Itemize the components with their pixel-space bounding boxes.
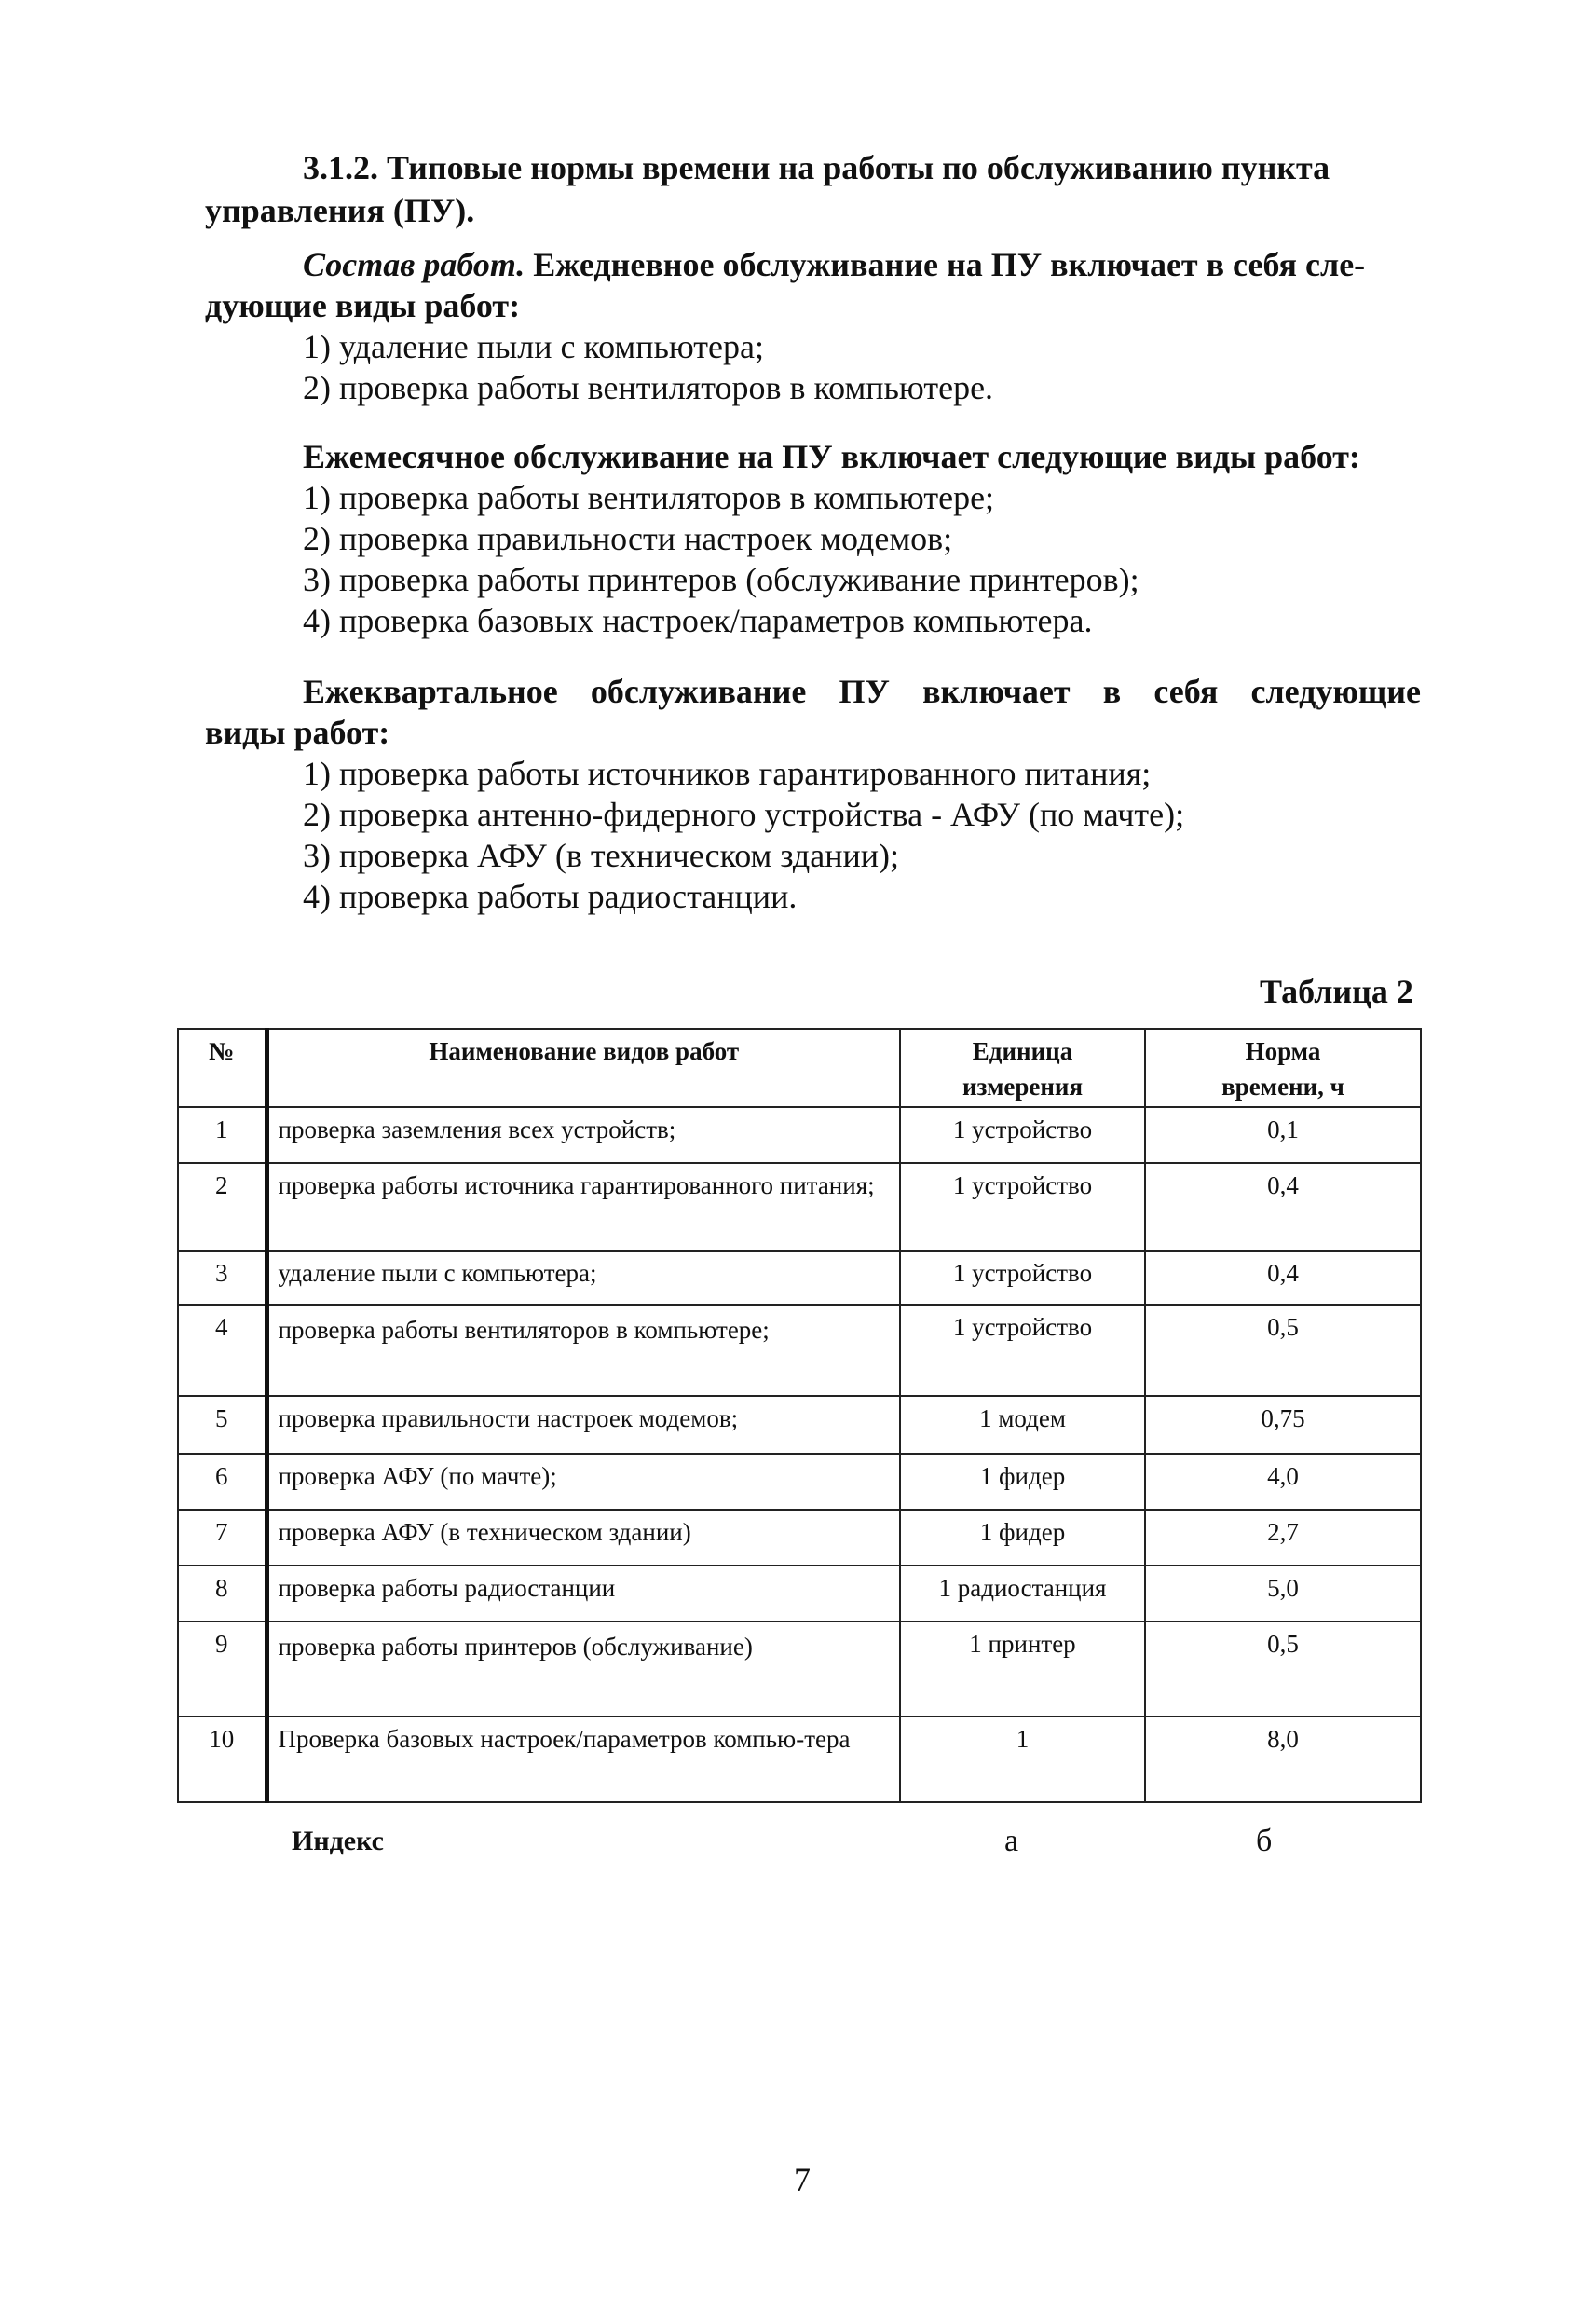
row-unit: 1 устройство	[900, 1305, 1145, 1396]
row-norm: 0,4	[1145, 1251, 1421, 1305]
row-num: 2	[178, 1163, 266, 1251]
row-num: 3	[178, 1251, 266, 1305]
composition-line1	[303, 244, 1365, 285]
row-num: 5	[178, 1396, 266, 1454]
row-norm: 0,5	[1145, 1305, 1421, 1396]
row-num: 8	[178, 1566, 266, 1621]
row-unit: 1 фидер	[900, 1454, 1145, 1510]
table-row	[178, 1566, 1421, 1621]
index-label: Индекс	[292, 1826, 384, 1856]
section-heading-line2: управления (ПУ).	[205, 192, 475, 229]
row-norm: 0,75	[1145, 1396, 1421, 1454]
row-num: 1	[178, 1107, 266, 1163]
row-num: 6	[178, 1454, 266, 1510]
header-unit-line2: измерения	[962, 1073, 1084, 1101]
row-norm: 0,4	[1145, 1163, 1421, 1251]
row-unit: 1 модем	[900, 1396, 1145, 1454]
quarterly-item-2: 2) проверка антенно-фидерного устройства - АФУ (по мачте);	[303, 796, 1185, 833]
monthly-item-1: 1) проверка работы вентиляторов в компьютере;	[303, 479, 995, 516]
row-unit: 1 радиостанция	[900, 1566, 1145, 1621]
row-name: проверка работы принтеров (обслуживание)	[266, 1621, 900, 1717]
header-norm	[1145, 1029, 1421, 1107]
monthly-item-3: 3) проверка работы принтеров (обслуживание принтеров);	[303, 561, 1139, 598]
header-unit-line1: Единица	[972, 1037, 1073, 1065]
table-header-row	[178, 1029, 1421, 1107]
row-norm: 4,0	[1145, 1454, 1421, 1510]
table-caption: Таблица 2	[1260, 973, 1413, 1010]
composition-line1-rest: Ежедневное обслуживание на ПУ включает в себя сле-	[533, 246, 1366, 283]
row-num: 4	[178, 1305, 266, 1396]
row-num: 10	[178, 1717, 266, 1802]
row-norm: 2,7	[1145, 1510, 1421, 1566]
header-num: №	[178, 1029, 266, 1107]
header-name: Наименование видов работ	[266, 1029, 900, 1107]
row-name: проверка правильности настроек модемов;	[266, 1396, 900, 1454]
header-norm-line1: Норма	[1245, 1037, 1321, 1065]
table-row	[178, 1107, 1421, 1163]
table-row	[178, 1454, 1421, 1510]
table-row	[178, 1305, 1421, 1396]
row-unit: 1 устройство	[900, 1107, 1145, 1163]
row-unit: 1	[900, 1717, 1145, 1802]
table-row	[178, 1163, 1421, 1251]
table-row	[178, 1621, 1421, 1717]
daily-item-2: 2) проверка работы вентиляторов в компьютере.	[303, 369, 994, 406]
row-norm: 5,0	[1145, 1566, 1421, 1621]
header-norm-line2: времени, ч	[1221, 1073, 1344, 1101]
monthly-intro: Ежемесячное обслуживание на ПУ включает следующие виды работ:	[303, 438, 1360, 475]
table-row	[178, 1510, 1421, 1566]
table-row	[178, 1396, 1421, 1454]
section-heading-line1: 3.1.2. Типовые нормы времени на работы по обслуживанию пункта	[303, 149, 1330, 186]
row-name: проверка работы радиостанции	[266, 1566, 900, 1621]
header-unit	[900, 1029, 1145, 1107]
row-unit: 1 устройство	[900, 1163, 1145, 1251]
table-row	[178, 1717, 1421, 1802]
quarterly-intro-line2: виды работ:	[205, 714, 390, 751]
index-unit: а	[1004, 1824, 1019, 1858]
norms-table	[177, 1028, 1422, 1803]
monthly-item-2: 2) проверка правильности настроек модемов;	[303, 520, 953, 557]
quarterly-item-1: 1) проверка работы источников гарантированного питания;	[303, 755, 1152, 792]
index-norm: б	[1256, 1824, 1273, 1858]
table-row	[178, 1251, 1421, 1305]
row-unit: 1 фидер	[900, 1510, 1145, 1566]
row-name: проверка работы источника гарантированного питания;	[266, 1163, 900, 1251]
quarterly-item-4: 4) проверка работы радиостанции.	[303, 878, 798, 915]
quarterly-item-3: 3) проверка АФУ (в техническом здании);	[303, 837, 899, 874]
row-norm: 8,0	[1145, 1717, 1421, 1802]
row-name: Проверка базовых настроек/параметров компью-тера	[266, 1717, 900, 1802]
daily-item-1: 1) удаление пыли с компьютера;	[303, 328, 764, 365]
row-unit: 1 устройство	[900, 1251, 1145, 1305]
quarterly-intro-line1: Ежеквартальное обслуживание ПУ включает в себя следующие	[303, 673, 1421, 710]
row-unit: 1 принтер	[900, 1621, 1145, 1717]
monthly-item-4: 4) проверка базовых настроек/параметров компьютера.	[303, 602, 1093, 639]
composition-line2: дующие виды работ:	[205, 287, 521, 324]
row-num: 9	[178, 1621, 266, 1717]
row-name: удаление пыли с компьютера;	[266, 1251, 900, 1305]
row-norm: 0,5	[1145, 1621, 1421, 1717]
row-num: 7	[178, 1510, 266, 1566]
row-name: проверка работы вентиляторов в компьютере;	[266, 1305, 900, 1396]
row-norm: 0,1	[1145, 1107, 1421, 1163]
row-name: проверка АФУ (в техническом здании)	[266, 1510, 900, 1566]
row-name: проверка АФУ (по мачте);	[266, 1454, 900, 1510]
composition-label: Состав работ.	[303, 246, 525, 283]
page-number: 7	[794, 2161, 811, 2198]
row-name: проверка заземления всех устройств;	[266, 1107, 900, 1163]
